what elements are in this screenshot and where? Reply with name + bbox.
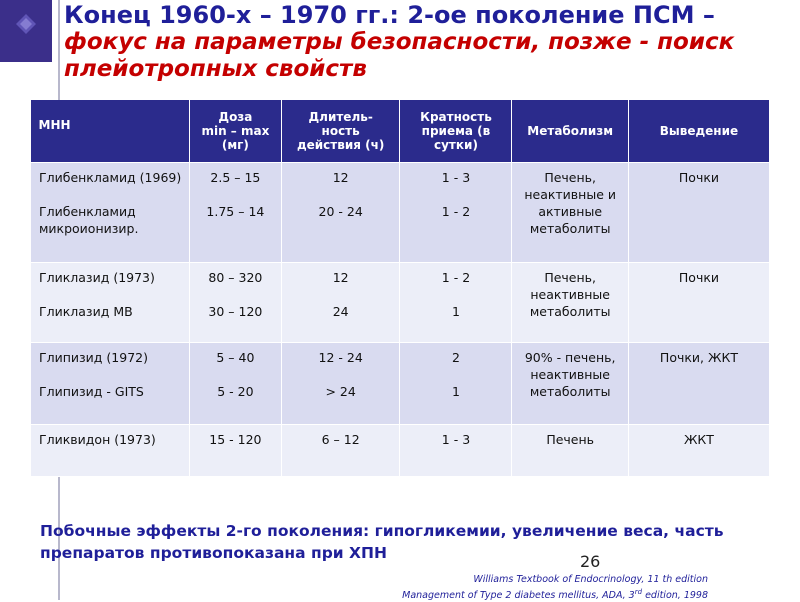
cell-dose-value: 80 – 320 bbox=[208, 269, 263, 285]
cell-metabolism: Печень bbox=[512, 424, 628, 476]
cell-frequency-value: 1 - 3 bbox=[441, 431, 471, 447]
cell-dose-value: 2.5 – 15 bbox=[210, 169, 261, 185]
spacer bbox=[286, 186, 396, 203]
table-row bbox=[31, 262, 770, 342]
cell-metabolism: Печень, неактивные и активные метаболиты bbox=[512, 162, 628, 262]
cell-frequency-value: 1 - 3 bbox=[441, 169, 471, 185]
spacer bbox=[194, 366, 277, 383]
cell-duration-value: 24 bbox=[332, 303, 349, 319]
cell-mnn bbox=[31, 342, 190, 424]
reference-2-text: Management of Type 2 diabetes mellitus, ADA, 3rd edition, 1998 bbox=[402, 588, 708, 602]
spacer bbox=[39, 186, 185, 203]
table-header-row bbox=[31, 100, 770, 162]
cell-duration-value: 12 bbox=[332, 169, 349, 185]
cell-duration-value: > 24 bbox=[325, 383, 356, 399]
cell-duration bbox=[281, 262, 400, 342]
cell-mnn-value: Гликлазид (1973) bbox=[39, 269, 155, 285]
spacer bbox=[404, 186, 507, 203]
cell-mnn-value: Глипизид - GITS bbox=[39, 383, 144, 399]
decorative-left-bar bbox=[0, 0, 52, 62]
spacer bbox=[39, 366, 185, 383]
cell-mnn bbox=[31, 424, 190, 476]
table-row bbox=[31, 424, 770, 476]
cell-excretion: Почки bbox=[628, 262, 769, 342]
cell-mnn bbox=[31, 262, 190, 342]
page-title bbox=[64, 2, 794, 83]
spacer bbox=[194, 186, 277, 203]
cell-frequency-value: 1 bbox=[451, 383, 460, 399]
cell-frequency-value: 1 bbox=[451, 303, 460, 319]
cell-dose-value: 1.75 – 14 bbox=[206, 203, 265, 219]
column-header: Доза min – max (мг) bbox=[189, 100, 281, 162]
drugs-table bbox=[30, 100, 770, 477]
cell-dose bbox=[189, 342, 281, 424]
cell-metabolism: Печень, неактивные метаболиты bbox=[512, 262, 628, 342]
cell-duration-value: 6 – 12 bbox=[321, 431, 360, 447]
cell-mnn-value: Глипизид (1972) bbox=[39, 349, 148, 365]
cell-dose-value: 5 - 20 bbox=[217, 383, 254, 399]
column-header: Длитель- ность действия (ч) bbox=[281, 100, 400, 162]
cell-excretion: Почки, ЖКТ bbox=[628, 342, 769, 424]
column-header: Кратность приема (в сутки) bbox=[400, 100, 512, 162]
title-line-2: фокус на параметры безопасности, позже - поиск плейотропных свойств bbox=[64, 29, 735, 82]
cell-duration bbox=[281, 162, 400, 262]
reference-1: Williams Textbook of Endocrinology, 11 th edition bbox=[473, 574, 708, 585]
cell-mnn bbox=[31, 162, 190, 262]
cell-dose-value: 30 – 120 bbox=[208, 303, 263, 319]
cell-mnn-value: Глибенкламид (1969) bbox=[39, 169, 182, 185]
page-number: 26 bbox=[580, 552, 601, 571]
cell-frequency-value: 2 bbox=[451, 349, 460, 365]
spacer bbox=[39, 286, 185, 303]
spacer bbox=[286, 286, 396, 303]
cell-mnn-value: Гликвидон (1973) bbox=[39, 431, 156, 447]
side-effects-note: Побочные эффекты 2-го поколения: гипогликемии, увеличение веса, часть препаратов противопоказана при ХПН bbox=[40, 522, 724, 562]
cell-dose bbox=[189, 162, 281, 262]
superscript: rd bbox=[634, 588, 643, 596]
cell-frequency bbox=[400, 262, 512, 342]
cell-duration-value: 12 bbox=[332, 269, 349, 285]
cell-frequency-value: 1 - 2 bbox=[441, 203, 471, 219]
logo-icon bbox=[14, 12, 38, 36]
column-header: Выведение bbox=[628, 100, 769, 162]
spacer bbox=[286, 366, 396, 383]
cell-metabolism: 90% - печень, неактивные метаболиты bbox=[512, 342, 628, 424]
cell-frequency bbox=[400, 342, 512, 424]
cell-mnn-value: Глибенкламид микроионизир. bbox=[39, 203, 139, 236]
spacer bbox=[194, 286, 277, 303]
table-row bbox=[31, 162, 770, 262]
cell-excretion: Почки bbox=[628, 162, 769, 262]
cell-dose-value: 5 – 40 bbox=[216, 349, 255, 365]
cell-duration-value: 20 - 24 bbox=[318, 203, 363, 219]
column-header: Метаболизм bbox=[512, 100, 628, 162]
cell-excretion: ЖКТ bbox=[628, 424, 769, 476]
cell-duration bbox=[281, 342, 400, 424]
cell-mnn-value: Гликлазид МВ bbox=[39, 303, 133, 319]
title-line-1: Конец 1960-х – 1970 гг.: 2-ое поколение ПСМ – bbox=[64, 1, 715, 29]
spacer bbox=[404, 286, 507, 303]
cell-duration bbox=[281, 424, 400, 476]
column-header: МНН bbox=[31, 100, 190, 162]
cell-frequency bbox=[400, 162, 512, 262]
cell-dose-value: 15 - 120 bbox=[209, 431, 262, 447]
cell-dose bbox=[189, 424, 281, 476]
cell-dose bbox=[189, 262, 281, 342]
table-row bbox=[31, 342, 770, 424]
references bbox=[402, 574, 708, 602]
cell-frequency-value: 1 - 2 bbox=[441, 269, 471, 285]
spacer bbox=[404, 366, 507, 383]
cell-frequency bbox=[400, 424, 512, 476]
cell-duration-value: 12 - 24 bbox=[318, 349, 363, 365]
